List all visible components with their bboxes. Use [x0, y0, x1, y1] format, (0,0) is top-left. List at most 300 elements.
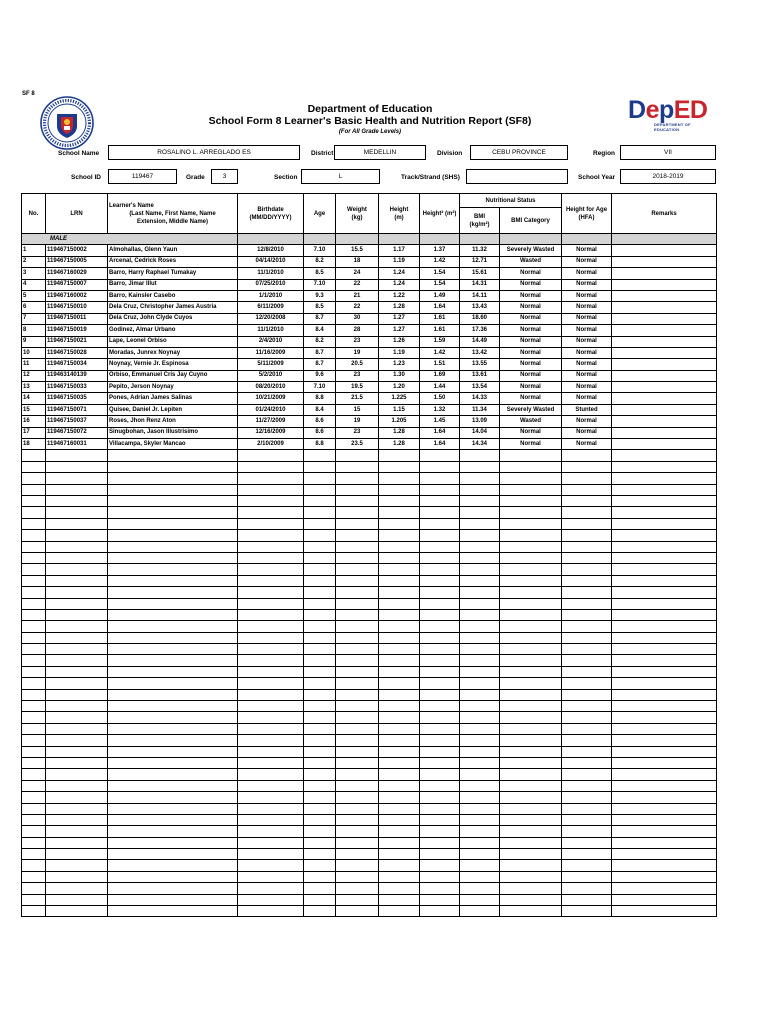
empty-cell[interactable]	[304, 541, 336, 552]
cell-no[interactable]: 16	[22, 416, 46, 427]
empty-cell[interactable]	[304, 860, 336, 871]
empty-cell[interactable]	[379, 735, 420, 746]
empty-cell[interactable]	[612, 792, 717, 803]
cell-learner-name[interactable]: Orbiso, Emmanuel Cris Jay Cuyno	[108, 370, 238, 381]
empty-cell[interactable]	[304, 871, 336, 882]
empty-cell[interactable]	[46, 587, 108, 598]
empty-cell[interactable]	[22, 518, 46, 529]
empty-cell[interactable]	[46, 644, 108, 655]
empty-cell[interactable]	[460, 746, 500, 757]
cell-weight[interactable]: 30	[336, 313, 379, 324]
empty-cell[interactable]	[22, 655, 46, 666]
cell-remarks[interactable]	[612, 382, 717, 393]
empty-cell[interactable]	[612, 484, 717, 495]
cell-age[interactable]: 9.3	[304, 290, 336, 301]
cell-bmi-category[interactable]: Normal	[500, 439, 562, 450]
empty-cell[interactable]	[304, 598, 336, 609]
empty-cell[interactable]	[500, 894, 562, 905]
empty-cell[interactable]	[612, 564, 717, 575]
empty-cell[interactable]	[304, 484, 336, 495]
empty-cell[interactable]	[500, 757, 562, 768]
empty-cell[interactable]	[379, 450, 420, 461]
cell-bmi-category[interactable]: Normal	[500, 279, 562, 290]
cell-birthdate[interactable]: 11/1/2010	[238, 325, 304, 336]
empty-cell[interactable]	[500, 564, 562, 575]
empty-cell[interactable]	[22, 780, 46, 791]
empty-cell[interactable]	[460, 814, 500, 825]
empty-cell[interactable]	[46, 689, 108, 700]
empty-cell[interactable]	[460, 473, 500, 484]
cell-hfa[interactable]: Normal	[562, 279, 612, 290]
cell-birthdate[interactable]: 07/25/2010	[238, 279, 304, 290]
cell-remarks[interactable]	[612, 256, 717, 267]
empty-cell[interactable]	[336, 541, 379, 552]
empty-cell[interactable]	[612, 552, 717, 563]
cell-weight[interactable]: 20.5	[336, 359, 379, 370]
empty-cell[interactable]	[336, 701, 379, 712]
cell-no[interactable]: 15	[22, 404, 46, 415]
cell-bmi[interactable]: 18.60	[460, 313, 500, 324]
cell-weight[interactable]: 19	[336, 416, 379, 427]
empty-cell[interactable]	[379, 837, 420, 848]
empty-cell[interactable]	[22, 461, 46, 472]
cell-hfa[interactable]: Normal	[562, 268, 612, 279]
empty-cell[interactable]	[22, 575, 46, 586]
empty-cell[interactable]	[22, 632, 46, 643]
empty-cell[interactable]	[612, 814, 717, 825]
empty-cell[interactable]	[420, 837, 460, 848]
cell-no[interactable]: 6	[22, 302, 46, 313]
cell-weight[interactable]: 22	[336, 279, 379, 290]
empty-cell[interactable]	[500, 792, 562, 803]
empty-cell[interactable]	[46, 575, 108, 586]
cell-birthdate[interactable]: 5/2/2010	[238, 370, 304, 381]
cell-birthdate[interactable]: 12/20/2008	[238, 313, 304, 324]
empty-cell[interactable]	[500, 803, 562, 814]
cell-bmi-category[interactable]: Normal	[500, 268, 562, 279]
empty-cell[interactable]	[46, 871, 108, 882]
empty-cell[interactable]	[500, 689, 562, 700]
empty-cell[interactable]	[379, 849, 420, 860]
cell-height[interactable]: 1.27	[379, 313, 420, 324]
empty-cell[interactable]	[46, 837, 108, 848]
empty-cell[interactable]	[500, 541, 562, 552]
empty-cell[interactable]	[562, 723, 612, 734]
empty-cell[interactable]	[46, 507, 108, 518]
empty-cell[interactable]	[500, 552, 562, 563]
empty-cell[interactable]	[562, 507, 612, 518]
cell-age[interactable]: 8.5	[304, 268, 336, 279]
empty-cell[interactable]	[304, 792, 336, 803]
empty-cell[interactable]	[336, 894, 379, 905]
empty-cell[interactable]	[22, 712, 46, 723]
empty-cell[interactable]	[46, 712, 108, 723]
empty-cell[interactable]	[304, 473, 336, 484]
empty-cell[interactable]	[379, 826, 420, 837]
cell-height-squared[interactable]: 1.50	[420, 393, 460, 404]
empty-cell[interactable]	[336, 644, 379, 655]
empty-cell[interactable]	[612, 678, 717, 689]
empty-cell[interactable]	[304, 883, 336, 894]
cell-birthdate[interactable]: 08/20/2010	[238, 382, 304, 393]
empty-cell[interactable]	[612, 723, 717, 734]
empty-cell[interactable]	[46, 621, 108, 632]
empty-cell[interactable]	[500, 575, 562, 586]
empty-cell[interactable]	[336, 849, 379, 860]
cell-bmi-category[interactable]: Normal	[500, 325, 562, 336]
cell-remarks[interactable]	[612, 359, 717, 370]
empty-cell[interactable]	[500, 587, 562, 598]
cell-remarks[interactable]	[612, 427, 717, 438]
empty-cell[interactable]	[238, 552, 304, 563]
empty-cell[interactable]	[420, 621, 460, 632]
empty-cell[interactable]	[500, 723, 562, 734]
cell-lrn[interactable]: 119467150035	[46, 393, 108, 404]
empty-cell[interactable]	[420, 587, 460, 598]
empty-cell[interactable]	[460, 609, 500, 620]
grade-field[interactable]: 3	[211, 169, 238, 184]
empty-cell[interactable]	[22, 621, 46, 632]
empty-cell[interactable]	[500, 518, 562, 529]
cell-height[interactable]: 1.28	[379, 302, 420, 313]
empty-cell[interactable]	[500, 450, 562, 461]
empty-cell[interactable]	[108, 701, 238, 712]
cell-learner-name[interactable]: Godinez, Almar Urbano	[108, 325, 238, 336]
cell-height[interactable]: 1.27	[379, 325, 420, 336]
cell-age[interactable]: 8.4	[304, 325, 336, 336]
empty-cell[interactable]	[46, 678, 108, 689]
empty-cell[interactable]	[379, 666, 420, 677]
cell-age[interactable]: 8.6	[304, 416, 336, 427]
cell-remarks[interactable]	[612, 393, 717, 404]
empty-cell[interactable]	[500, 507, 562, 518]
empty-cell[interactable]	[238, 598, 304, 609]
empty-cell[interactable]	[612, 609, 717, 620]
empty-cell[interactable]	[336, 632, 379, 643]
cell-height-squared[interactable]: 1.69	[420, 370, 460, 381]
empty-cell[interactable]	[420, 461, 460, 472]
empty-cell[interactable]	[379, 792, 420, 803]
cell-birthdate[interactable]: 04/14/2010	[238, 256, 304, 267]
cell-learner-name[interactable]: Moradas, Junrex Noynay	[108, 347, 238, 358]
empty-cell[interactable]	[420, 723, 460, 734]
empty-cell[interactable]	[46, 450, 108, 461]
empty-cell[interactable]	[612, 871, 717, 882]
empty-cell[interactable]	[108, 769, 238, 780]
cell-learner-name[interactable]: Pepito, Jerson Noynay	[108, 382, 238, 393]
empty-cell[interactable]	[46, 598, 108, 609]
empty-cell[interactable]	[336, 473, 379, 484]
cell-height[interactable]: 1.17	[379, 245, 420, 256]
empty-cell[interactable]	[612, 666, 717, 677]
empty-cell[interactable]	[562, 518, 612, 529]
empty-cell[interactable]	[46, 894, 108, 905]
empty-cell[interactable]	[379, 769, 420, 780]
empty-cell[interactable]	[379, 530, 420, 541]
empty-cell[interactable]	[46, 701, 108, 712]
empty-cell[interactable]	[460, 735, 500, 746]
empty-cell[interactable]	[460, 632, 500, 643]
cell-weight[interactable]: 15.5	[336, 245, 379, 256]
cell-bmi-category[interactable]: Normal	[500, 382, 562, 393]
empty-cell[interactable]	[304, 689, 336, 700]
empty-cell[interactable]	[336, 666, 379, 677]
empty-cell[interactable]	[500, 906, 562, 917]
empty-cell[interactable]	[420, 906, 460, 917]
empty-cell[interactable]	[379, 701, 420, 712]
empty-cell[interactable]	[304, 450, 336, 461]
cell-age[interactable]: 8.7	[304, 313, 336, 324]
empty-cell[interactable]	[238, 530, 304, 541]
division-field[interactable]: CEBU PROVINCE	[470, 145, 568, 160]
cell-bmi-category[interactable]: Normal	[500, 427, 562, 438]
empty-cell[interactable]	[500, 826, 562, 837]
empty-cell[interactable]	[379, 712, 420, 723]
empty-cell[interactable]	[46, 814, 108, 825]
empty-cell[interactable]	[304, 655, 336, 666]
empty-cell[interactable]	[108, 894, 238, 905]
empty-cell[interactable]	[420, 507, 460, 518]
empty-cell[interactable]	[238, 495, 304, 506]
empty-cell[interactable]	[562, 780, 612, 791]
empty-cell[interactable]	[420, 473, 460, 484]
empty-cell[interactable]	[420, 757, 460, 768]
cell-learner-name[interactable]: Barro, Harry Raphael Tumakay	[108, 268, 238, 279]
empty-cell[interactable]	[379, 564, 420, 575]
empty-cell[interactable]	[304, 621, 336, 632]
empty-cell[interactable]	[379, 495, 420, 506]
empty-cell[interactable]	[612, 598, 717, 609]
cell-height-squared[interactable]: 1.49	[420, 290, 460, 301]
empty-cell[interactable]	[420, 678, 460, 689]
empty-cell[interactable]	[304, 712, 336, 723]
section-field[interactable]: L	[301, 169, 380, 184]
empty-cell[interactable]	[612, 587, 717, 598]
cell-bmi[interactable]: 12.71	[460, 256, 500, 267]
empty-cell[interactable]	[420, 450, 460, 461]
cell-remarks[interactable]	[612, 290, 717, 301]
empty-cell[interactable]	[22, 883, 46, 894]
empty-cell[interactable]	[562, 495, 612, 506]
empty-cell[interactable]	[108, 746, 238, 757]
empty-cell[interactable]	[336, 552, 379, 563]
cell-lrn[interactable]: 119467150010	[46, 302, 108, 313]
cell-age[interactable]: 7.10	[304, 382, 336, 393]
empty-cell[interactable]	[420, 826, 460, 837]
cell-birthdate[interactable]: 2/4/2010	[238, 336, 304, 347]
cell-bmi[interactable]: 11.32	[460, 245, 500, 256]
empty-cell[interactable]	[379, 461, 420, 472]
cell-remarks[interactable]	[612, 245, 717, 256]
empty-cell[interactable]	[500, 461, 562, 472]
empty-cell[interactable]	[460, 621, 500, 632]
empty-cell[interactable]	[379, 883, 420, 894]
cell-learner-name[interactable]: Quisee, Daniel Jr. Lepiten	[108, 404, 238, 415]
empty-cell[interactable]	[108, 552, 238, 563]
empty-cell[interactable]	[562, 826, 612, 837]
empty-cell[interactable]	[238, 689, 304, 700]
empty-cell[interactable]	[336, 735, 379, 746]
empty-cell[interactable]	[379, 814, 420, 825]
empty-cell[interactable]	[22, 803, 46, 814]
cell-height-squared[interactable]: 1.54	[420, 279, 460, 290]
cell-height-squared[interactable]: 1.51	[420, 359, 460, 370]
cell-age[interactable]: 7.10	[304, 279, 336, 290]
empty-cell[interactable]	[336, 564, 379, 575]
empty-cell[interactable]	[336, 507, 379, 518]
empty-cell[interactable]	[108, 621, 238, 632]
empty-cell[interactable]	[612, 689, 717, 700]
cell-lrn[interactable]: 119467150005	[46, 256, 108, 267]
empty-cell[interactable]	[238, 746, 304, 757]
empty-cell[interactable]	[460, 689, 500, 700]
empty-cell[interactable]	[562, 746, 612, 757]
empty-cell[interactable]	[336, 723, 379, 734]
empty-cell[interactable]	[238, 655, 304, 666]
empty-cell[interactable]	[460, 655, 500, 666]
empty-cell[interactable]	[336, 860, 379, 871]
cell-lrn[interactable]: 119467160002	[46, 290, 108, 301]
empty-cell[interactable]	[108, 598, 238, 609]
cell-height-squared[interactable]: 1.32	[420, 404, 460, 415]
empty-cell[interactable]	[562, 814, 612, 825]
empty-cell[interactable]	[612, 746, 717, 757]
empty-cell[interactable]	[500, 655, 562, 666]
cell-bmi[interactable]: 14.31	[460, 279, 500, 290]
empty-cell[interactable]	[379, 678, 420, 689]
cell-age[interactable]: 8.5	[304, 302, 336, 313]
empty-cell[interactable]	[420, 575, 460, 586]
empty-cell[interactable]	[500, 678, 562, 689]
cell-height[interactable]: 1.26	[379, 336, 420, 347]
cell-no[interactable]: 4	[22, 279, 46, 290]
empty-cell[interactable]	[460, 723, 500, 734]
cell-no[interactable]: 2	[22, 256, 46, 267]
cell-bmi[interactable]: 14.49	[460, 336, 500, 347]
empty-cell[interactable]	[420, 644, 460, 655]
empty-cell[interactable]	[46, 757, 108, 768]
empty-cell[interactable]	[612, 621, 717, 632]
empty-cell[interactable]	[336, 780, 379, 791]
empty-cell[interactable]	[238, 701, 304, 712]
empty-cell[interactable]	[460, 701, 500, 712]
empty-cell[interactable]	[562, 803, 612, 814]
empty-cell[interactable]	[108, 689, 238, 700]
cell-height-squared[interactable]: 1.59	[420, 336, 460, 347]
empty-cell[interactable]	[238, 860, 304, 871]
empty-cell[interactable]	[420, 769, 460, 780]
empty-cell[interactable]	[108, 803, 238, 814]
empty-cell[interactable]	[460, 587, 500, 598]
cell-remarks[interactable]	[612, 313, 717, 324]
empty-cell[interactable]	[379, 632, 420, 643]
cell-weight[interactable]: 23	[336, 370, 379, 381]
empty-cell[interactable]	[612, 894, 717, 905]
cell-lrn[interactable]: 119467160031	[46, 439, 108, 450]
empty-cell[interactable]	[500, 814, 562, 825]
empty-cell[interactable]	[460, 883, 500, 894]
empty-cell[interactable]	[612, 735, 717, 746]
empty-cell[interactable]	[460, 837, 500, 848]
cell-height[interactable]: 1.205	[379, 416, 420, 427]
empty-cell[interactable]	[22, 894, 46, 905]
empty-cell[interactable]	[238, 894, 304, 905]
empty-cell[interactable]	[379, 906, 420, 917]
empty-cell[interactable]	[612, 701, 717, 712]
empty-cell[interactable]	[500, 609, 562, 620]
empty-cell[interactable]	[46, 723, 108, 734]
cell-lrn[interactable]: 119467150037	[46, 416, 108, 427]
cell-height-squared[interactable]: 1.45	[420, 416, 460, 427]
school-year-field[interactable]: 2018-2019	[620, 169, 716, 184]
empty-cell[interactable]	[379, 587, 420, 598]
cell-learner-name[interactable]: Arcenal, Cedrick Roses	[108, 256, 238, 267]
empty-cell[interactable]	[336, 609, 379, 620]
cell-weight[interactable]: 22	[336, 302, 379, 313]
empty-cell[interactable]	[304, 906, 336, 917]
empty-cell[interactable]	[108, 655, 238, 666]
empty-cell[interactable]	[379, 871, 420, 882]
empty-cell[interactable]	[562, 701, 612, 712]
empty-cell[interactable]	[612, 826, 717, 837]
empty-cell[interactable]	[562, 598, 612, 609]
empty-cell[interactable]	[500, 860, 562, 871]
empty-cell[interactable]	[420, 541, 460, 552]
cell-learner-name[interactable]: Lape, Leonel Orbiso	[108, 336, 238, 347]
empty-cell[interactable]	[46, 530, 108, 541]
empty-cell[interactable]	[304, 495, 336, 506]
cell-height-squared[interactable]: 1.64	[420, 439, 460, 450]
cell-no[interactable]: 13	[22, 382, 46, 393]
empty-cell[interactable]	[22, 598, 46, 609]
empty-cell[interactable]	[420, 632, 460, 643]
cell-remarks[interactable]	[612, 302, 717, 313]
empty-cell[interactable]	[304, 814, 336, 825]
empty-cell[interactable]	[562, 735, 612, 746]
cell-no[interactable]: 11	[22, 359, 46, 370]
empty-cell[interactable]	[420, 803, 460, 814]
empty-cell[interactable]	[22, 450, 46, 461]
cell-height[interactable]: 1.28	[379, 427, 420, 438]
empty-cell[interactable]	[304, 666, 336, 677]
empty-cell[interactable]	[500, 473, 562, 484]
cell-height-squared[interactable]: 1.64	[420, 302, 460, 313]
empty-cell[interactable]	[238, 621, 304, 632]
cell-lrn[interactable]: 119467150007	[46, 279, 108, 290]
empty-cell[interactable]	[612, 780, 717, 791]
empty-cell[interactable]	[108, 849, 238, 860]
empty-cell[interactable]	[562, 757, 612, 768]
empty-cell[interactable]	[46, 769, 108, 780]
cell-bmi[interactable]: 14.04	[460, 427, 500, 438]
cell-height-squared[interactable]: 1.61	[420, 313, 460, 324]
empty-cell[interactable]	[108, 518, 238, 529]
cell-bmi[interactable]: 13.09	[460, 416, 500, 427]
cell-hfa[interactable]: Normal	[562, 359, 612, 370]
empty-cell[interactable]	[22, 587, 46, 598]
empty-cell[interactable]	[460, 871, 500, 882]
cell-bmi-category[interactable]: Normal	[500, 393, 562, 404]
empty-cell[interactable]	[304, 769, 336, 780]
empty-cell[interactable]	[460, 598, 500, 609]
empty-cell[interactable]	[562, 837, 612, 848]
empty-cell[interactable]	[612, 883, 717, 894]
empty-cell[interactable]	[304, 552, 336, 563]
empty-cell[interactable]	[562, 644, 612, 655]
empty-cell[interactable]	[460, 792, 500, 803]
empty-cell[interactable]	[22, 792, 46, 803]
empty-cell[interactable]	[420, 530, 460, 541]
